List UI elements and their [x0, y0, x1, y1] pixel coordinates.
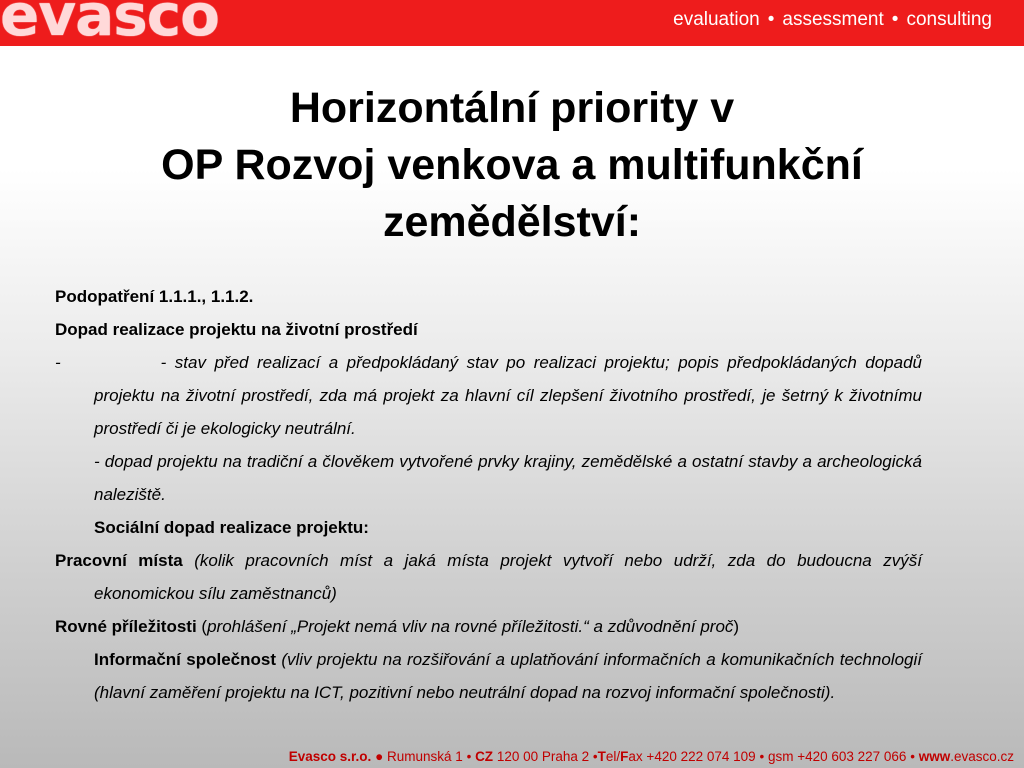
info-society-paragraph	[55, 643, 922, 709]
title-line-2: OP Rozvoj venkova a multifunkční	[161, 141, 863, 189]
slide-title	[60, 80, 964, 251]
slide-body	[55, 280, 922, 709]
footer-dot: ●	[375, 749, 384, 764]
measure-label: Podopatření 1.1.1., 1.1.2.	[55, 287, 254, 306]
tagline-separator: •	[767, 9, 775, 30]
footer-www: www	[918, 749, 951, 764]
footer-contact	[0, 749, 1014, 764]
info-text: (vliv projektu na rozšiřování a uplatňování informačních a komunikačních technologií (hlavní zaměření projektu na ICT, pozitivní nebo neutrální dopad na rozvoj informační společnosti).	[94, 650, 922, 702]
equal-close-paren: )	[733, 617, 740, 636]
info-label: Informační společnost	[94, 650, 276, 669]
equal-label: Rovné příležitosti	[55, 617, 197, 636]
footer-gsm: gsm +420 603 227 066	[767, 749, 907, 764]
footer-street: Rumunská 1	[387, 749, 463, 764]
tagline-assessment: assessment	[782, 9, 884, 30]
footer-t: T	[597, 749, 606, 764]
bullet-dash: -	[55, 353, 61, 372]
jobs-label: Pracovní místa	[55, 551, 183, 570]
equal-opportunities-paragraph	[55, 610, 922, 643]
footer-phone: ax +420 222 074 109	[628, 749, 756, 764]
footer-bullet: •	[466, 749, 472, 764]
social-impact-heading: Sociální dopad realizace projektu:	[94, 518, 369, 537]
jobs-text: (kolik pracovních míst a jaká místa projekt vytvoří nebo udrží, zda do budoucna zvýší ekonomickou sílu zaměstnanců)	[94, 551, 922, 603]
footer-f: F	[620, 749, 629, 764]
footer-bullet: •	[592, 749, 598, 764]
evasco-logo: evasco	[0, 0, 220, 46]
footer-bullet: •	[910, 749, 915, 764]
environment-impact-heading: Dopad realizace projektu na životní prostředí	[55, 320, 418, 339]
tagline-evaluation: evaluation	[673, 9, 760, 30]
footer-cz: CZ	[475, 749, 494, 764]
equal-open-paren: (	[201, 617, 208, 636]
tagline-consulting: consulting	[906, 9, 992, 30]
bullet-1-text: - stav před realizací a předpokládaný stav po realizaci projektu; popis předpokládaných dopadů projektu na životní prostředí, zda má projekt za hlavní cíl zlepšení životního prostředí, je šetrný k životnímu prostředí či je ekologicky neutrální.	[94, 353, 922, 438]
footer-city: 120 00 Praha 2	[496, 749, 590, 764]
footer-company: Evasco s.r.o.	[288, 749, 372, 764]
title-line-1: Horizontální priority v	[289, 84, 735, 132]
footer-bullet: •	[759, 749, 765, 764]
footer-el: el/	[605, 749, 621, 764]
footer-domain: .evasco.cz	[950, 749, 1014, 764]
jobs-paragraph	[55, 544, 922, 610]
equal-text: prohlášení „Projekt nemá vliv na rovné příležitosti.“ a zdůvodnění proč	[207, 617, 734, 636]
header-bar	[0, 0, 1024, 46]
tagline	[673, 9, 992, 31]
environment-bullet-2: - dopad projektu na tradiční a člověkem vytvořené prvky krajiny, zemědělské a ostatní stavby a archeologická naleziště.	[94, 452, 922, 504]
environment-bullet-1	[55, 346, 922, 445]
title-line-3: zemědělství:	[382, 198, 642, 246]
tagline-separator: •	[891, 9, 899, 30]
